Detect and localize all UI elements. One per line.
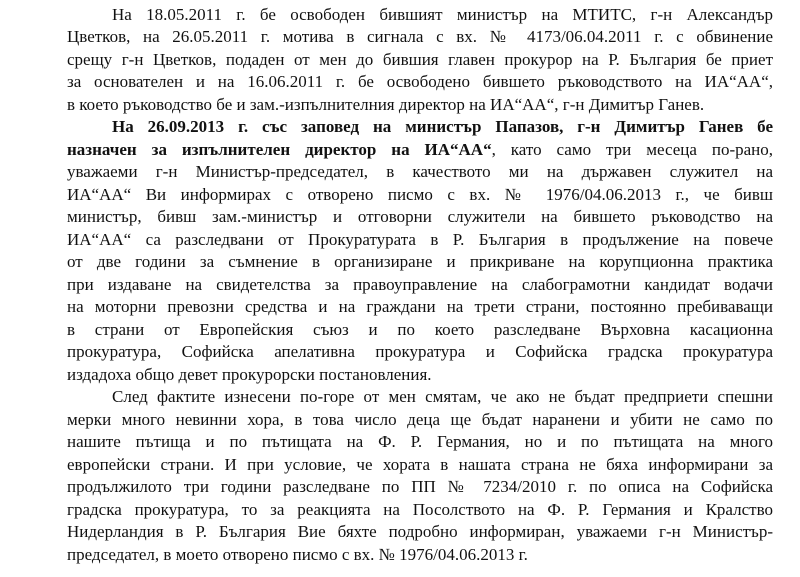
text-run: Нидерландия в Р. България Вие бяхте подробно информиран, уважаеми г-н Министър- (67, 522, 773, 541)
text-run: издадоха общо девет прокурорски постановления. (67, 365, 432, 384)
text-run: председател, в моето отворено писмо с вх. № 1976/04.06.2013 г. (67, 545, 528, 564)
text-run: на моторни превозни средства и на граждани на трети страни, постоянно пребиваващи (67, 297, 773, 316)
text-line (67, 251, 773, 274)
text-run: европейски страни. И при условие, че хората в нашата страна не бяха информирани за (67, 455, 773, 474)
text-line (67, 71, 773, 94)
text-run: След фактите изнесени по-горе от мен смятам, че ако не бъдат предприети спешни (112, 387, 773, 406)
text-run: Цветков, на 26.05.2011 г. мотива в сигнала с вх. № 4173/06.04.2011 г. с обвинение (67, 27, 773, 46)
text-line (67, 26, 773, 49)
text-run: , като само три месеца по-рано, (491, 140, 773, 159)
text-run: в страни от Европейския съюз и по което разследване Върховна касационна (67, 320, 773, 339)
text-line (67, 476, 773, 499)
text-run: продължилото три години разследване по ПП № 7234/2010 г. по описа на Софийска (67, 477, 773, 496)
text-run: от две години за съмнение в организиране и прикриване на корупционна практика (67, 252, 773, 271)
text-run: министър, бивш зам.-министър и отговорни служители на бившето ръководство на (67, 207, 773, 226)
text-line (67, 94, 773, 117)
bold-text-run: На 26.09.2013 г. със заповед на министър Папазов, г-н Димитър Ганев бе (112, 117, 773, 136)
text-line (67, 229, 773, 252)
text-line (112, 116, 773, 139)
text-run: уважаеми г-н Министър-председател, в качеството ми на държавен служител на (67, 162, 773, 181)
text-line (67, 341, 773, 364)
text-line (67, 139, 773, 162)
text-run: мерки много невинни хора, в това число деца ще бъдат наранени и убити не само по (67, 410, 773, 429)
text-line (67, 454, 773, 477)
text-line (67, 364, 773, 387)
text-run: срещу г-н Цветков, подаден от мен до бившия главен прокурор на Р. България бе приет (67, 50, 773, 69)
text-run: ИА“АА“ са разследвани от Прокуратурата в Р. България в продължение на повече (67, 230, 773, 249)
text-line (67, 49, 773, 72)
text-line (67, 431, 773, 454)
text-line (67, 521, 773, 544)
text-run: На 18.05.2011 г. бе освободен бившият министър на МТИТС, г-н Александър (112, 5, 773, 24)
text-run: за основателен и на 16.06.2011 г. бе освободено бившето ръководството на ИА“АА“, (67, 72, 773, 91)
text-line (67, 296, 773, 319)
text-line (67, 409, 773, 432)
text-line (67, 161, 773, 184)
text-run: градска прокуратура, то за реакцията на Посолството на Ф. Р. Германия и Кралство (67, 500, 773, 519)
text-run: в което ръководство бе и зам.-изпълнителния директор на ИА“АА“, г-н Димитър Ганев. (67, 95, 705, 114)
text-line (67, 274, 773, 297)
text-line (112, 4, 773, 27)
text-run: прокуратура, Софийска апелативна прокуратура и Софийска градска прокуратура (67, 342, 773, 361)
text-run: нашите пътища и по пътищата на Ф. Р. Германия, но и по пътищата на много (67, 432, 773, 451)
text-line (67, 499, 773, 522)
text-line (67, 184, 773, 207)
text-line (112, 386, 773, 409)
bold-text-run: назначен за изпълнителен директор на ИА“АА“ (67, 140, 492, 159)
text-run: при издаване на свидетелства за правоуправление на слабограмотни кандидат водачи (67, 275, 773, 294)
text-line (67, 544, 773, 567)
text-run: ИА“АА“ Ви информирах с отворено писмо с вх. № 1976/04.06.2013 г., че бивш (67, 185, 773, 204)
text-line (67, 206, 773, 229)
text-line (67, 319, 773, 342)
